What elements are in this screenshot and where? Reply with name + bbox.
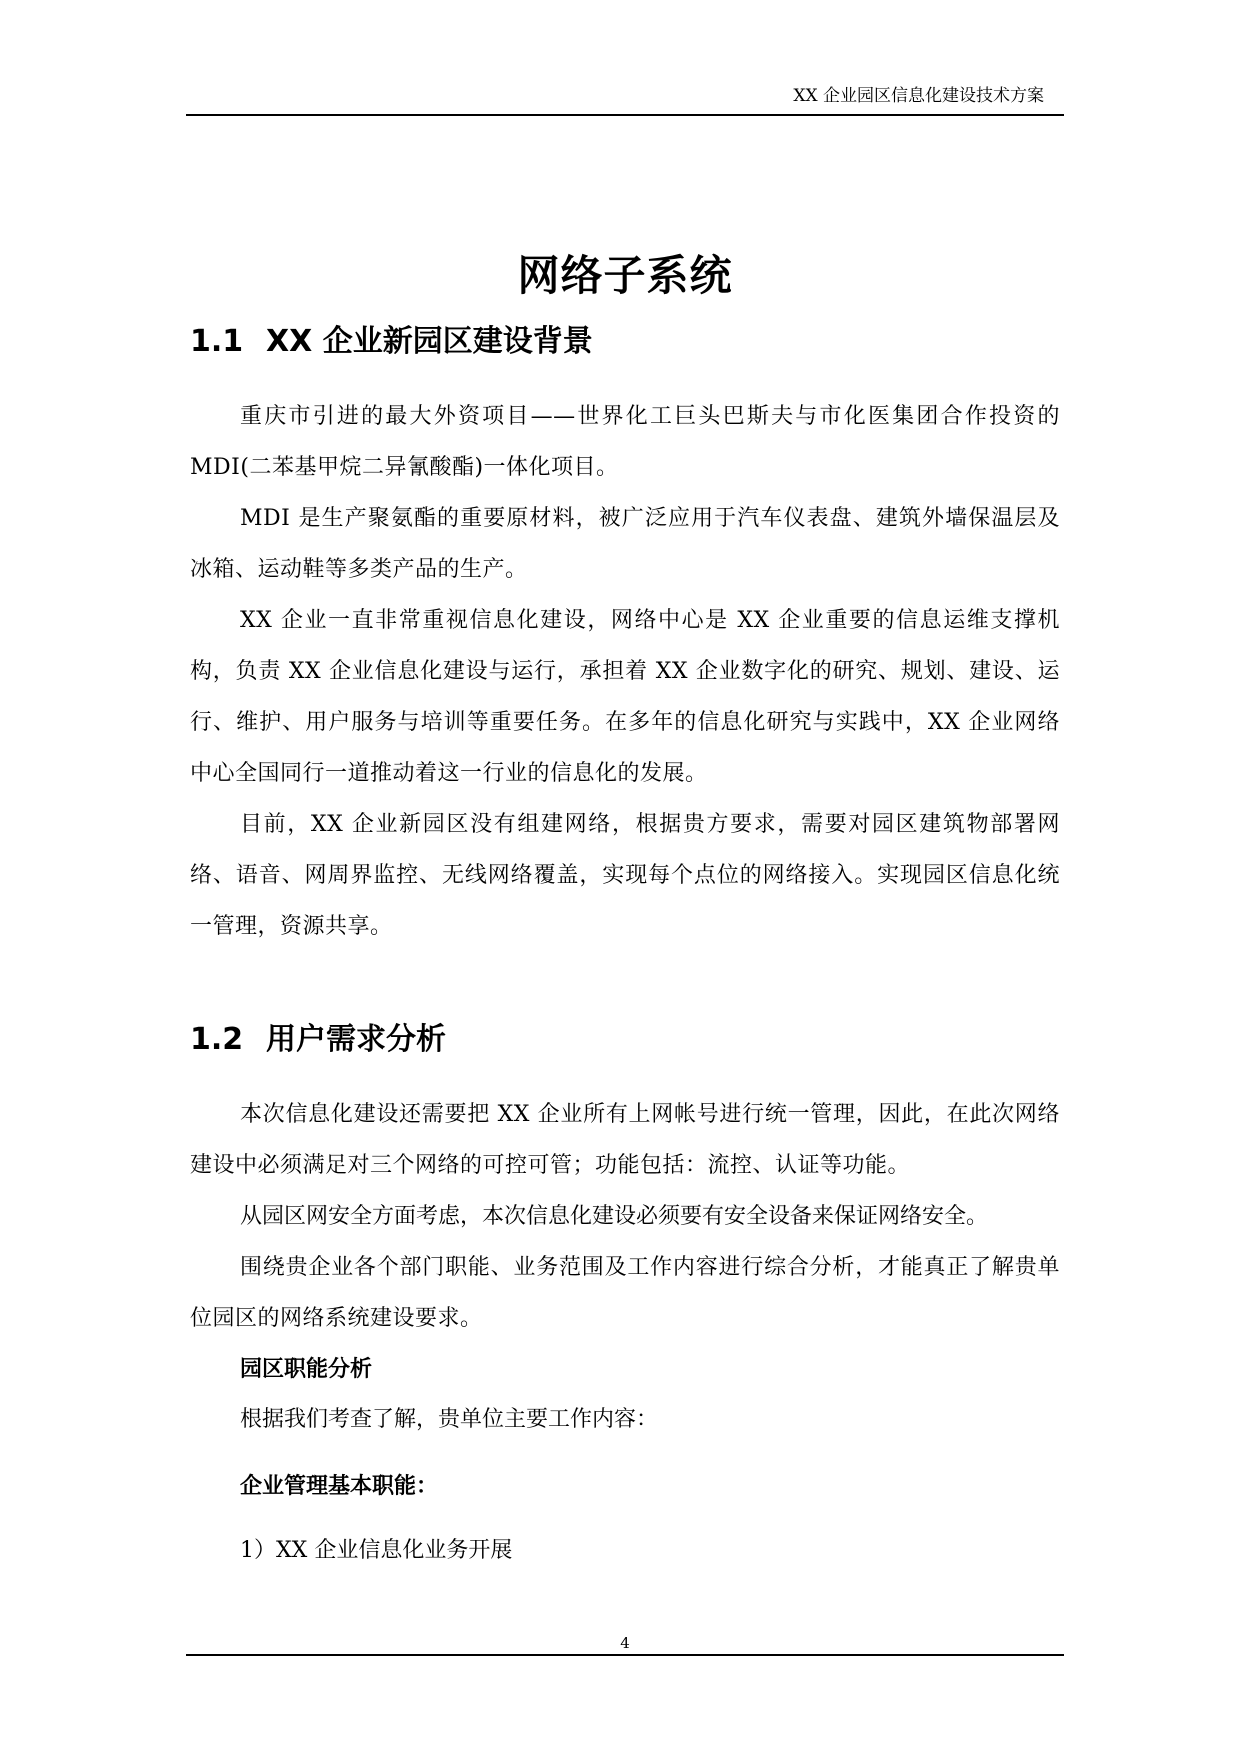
section-number: 1.2 <box>190 1022 244 1057</box>
section-number: 1.1 <box>190 324 244 359</box>
page-header <box>186 84 1064 116</box>
section-title: 用户需求分析 <box>266 1022 446 1057</box>
paragraph: 从园区网安全方面考虑，本次信息化建设必须要有安全设备来保证网络安全。 <box>240 1204 989 1229</box>
page-footer <box>186 1634 1064 1656</box>
subheading: 园区职能分析 <box>240 1357 373 1382</box>
intro-line: 根据我们考查了解，贵单位主要工作内容： <box>240 1407 659 1432</box>
paragraph: MDI 是生产聚氨酯的重要原材料，被广泛应用于汽车仪表盘、建筑外墙保温层及冰箱、运动鞋等多类产品的生产。 <box>190 506 1060 582</box>
section-heading-1-1 <box>190 322 593 362</box>
paragraph: XX 企业一直非常重视信息化建设，网络中心是 XX 企业重要的信息运维支撑机构，负责 XX 企业信息化建设与运行，承担着 XX 企业数字化的研究、规划、建设、运行、维护、用户服务与培训等重要任务。在多年的信息化研究与实践中，XX 企业网络中心全国同行一道推动着这一行业的信息化的发展。 <box>190 608 1060 786</box>
paragraph: 重庆市引进的最大外资项目——世界化工巨头巴斯夫与市化医集团合作投资的 MDI(二苯基甲烷二异氰酸酯)一体化项目。 <box>190 404 1060 480</box>
section-heading-1-2 <box>190 1020 446 1060</box>
paragraph: 围绕贵企业各个部门职能、业务范围及工作内容进行综合分析，才能真正了解贵单位园区的网络系统建设要求。 <box>190 1255 1060 1331</box>
section-title: XX 企业新园区建设背景 <box>266 324 593 359</box>
document-title: 网络子系统 <box>517 251 733 300</box>
bold-label: 企业管理基本职能： <box>240 1474 439 1499</box>
list-item: 1）XX 企业信息化业务开展 <box>240 1538 513 1563</box>
header-text: XX 企业园区信息化建设技术方案 <box>793 86 1044 106</box>
page-number: 4 <box>620 1634 630 1652</box>
paragraph: 目前，XX 企业新园区没有组建网络，根据贵方要求，需要对园区建筑物部署网络、语音、网周界监控、无线网络覆盖，实现每个点位的网络接入。实现园区信息化统一管理，资源共享。 <box>190 812 1060 939</box>
paragraph: 本次信息化建设还需要把 XX 企业所有上网帐号进行统一管理，因此，在此次网络建设中必须满足对三个网络的可控可管；功能包括：流控、认证等功能。 <box>190 1102 1060 1178</box>
